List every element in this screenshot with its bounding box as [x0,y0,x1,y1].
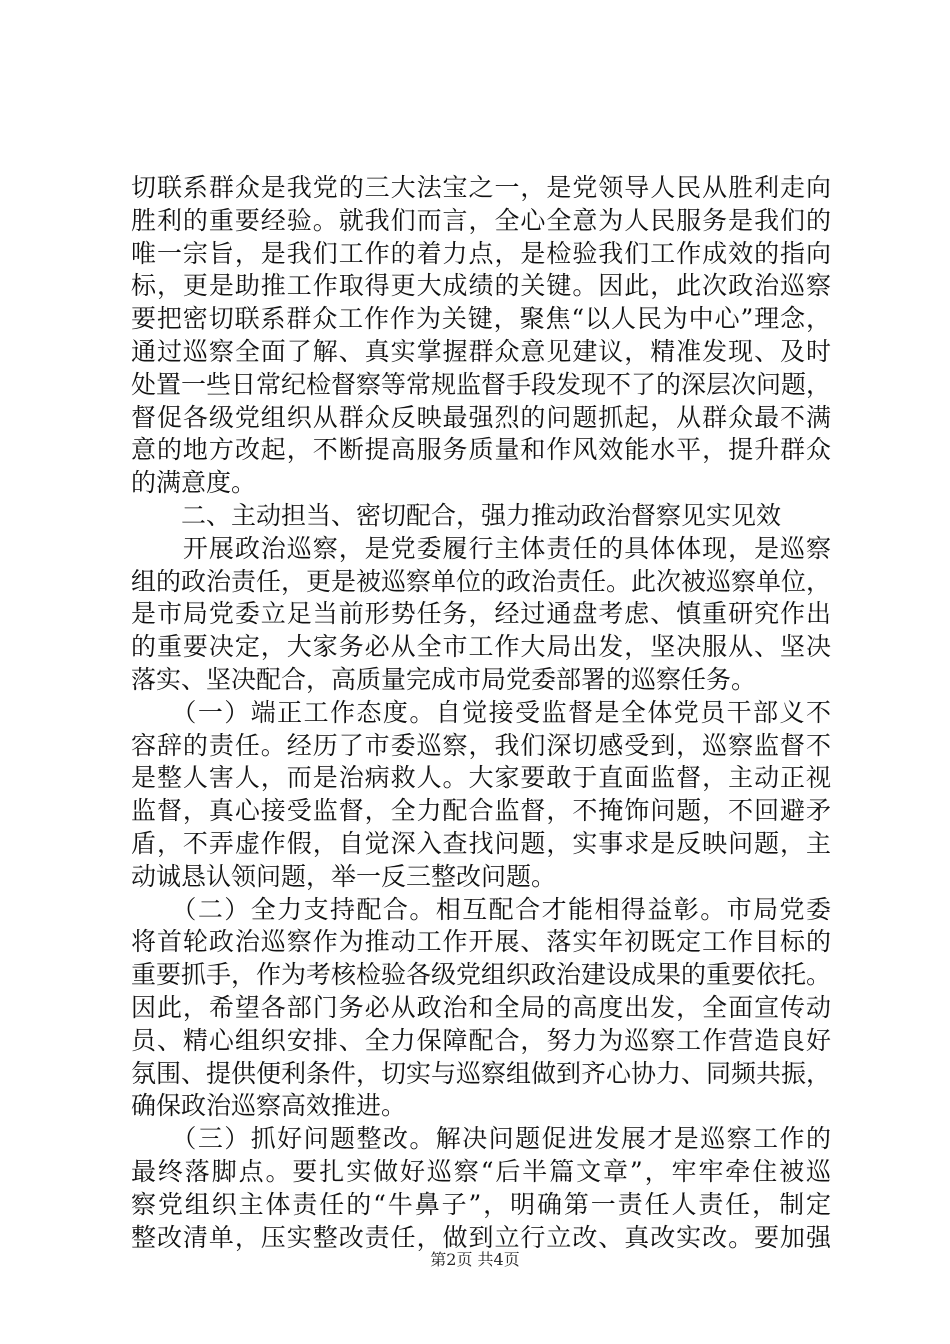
text-line: 确保政治巡察高效推进。 [131,1091,407,1121]
text-line: 切联系群众是我党的三大法宝之一，是党领导人民从胜利走向 [131,173,831,202]
text-line: 通过巡察全面了解、真实掌握群众意见建议，精准发现、及时 [131,336,831,366]
text-line: 将首轮政治巡察作为推动工作开展、落实年初既定工作目标的 [131,927,831,957]
text-line: 组的政治责任，更是被巡察单位的政治责任。此次被巡察单位， [131,566,831,596]
text-line: 落实、坚决配合，高质量完成市局党委部署的巡察任务。 [131,664,757,694]
text-line: 盾，不弄虚作假，自觉深入查找问题，实事求是反映问题，主 [131,828,831,858]
text-line: 的重要决定，大家务必从全市工作大局出发，坚决服从、坚决 [131,632,831,662]
text-line: 察党组织主体责任的“牛鼻子”，明确第一责任人责任，制定 [131,1189,831,1219]
text-line: 的满意度。 [131,468,257,498]
page-footer: 第2页 共4页 [430,1250,520,1269]
text-line: 重要抓手，作为考核检验各级党组织政治建设成果的重要依托。 [131,960,831,990]
text-line: （二）全力支持配合。相互配合才能相得益彰。市局党委 [131,894,831,924]
text-line: 二、主动担当、密切配合，强力推动政治督察见实见效 [131,500,782,530]
text-line: 员、精心组织安排、全力保障配合，努力为巡察工作营造良好 [131,1025,831,1055]
text-line: 是市局党委立足当前形势任务，经过通盘考虑、慎重研究作出 [131,599,831,629]
text-line: 要把密切联系群众工作作为关键，聚焦“以人民为中心”理念， [131,304,831,334]
text-line: 处置一些日常纪检督察等常规监督手段发现不了的深层次问题， [131,369,831,399]
body-text [131,172,831,1254]
text-line: 容辞的责任。经历了市委巡察，我们深切感受到，巡察监督不 [131,730,831,760]
text-line: （一）端正工作态度。自觉接受监督是全体党员干部义不 [131,697,831,727]
text-line: 因此，希望各部门务必从政治和全局的高度出发，全面宣传动 [131,992,831,1022]
text-line: 动诚恳认领问题，举一反三整改问题。 [131,861,557,891]
text-line: 标，更是助推工作取得更大成绩的关键。因此，此次政治巡察 [131,271,831,301]
text-line: 督促各级党组织从群众反映最强烈的问题抓起，从群众最不满 [131,402,831,432]
text-line: 胜利的重要经验。就我们而言，全心全意为人民服务是我们的 [131,205,831,235]
text-line: 监督，真心接受监督，全力配合监督，不掩饰问题，不回避矛 [131,796,831,826]
text-line: 整改清单，压实整改责任，做到立行立改、真改实改。要加强 [131,1222,831,1252]
text-line: （三）抓好问题整改。解决问题促进发展才是巡察工作的 [131,1124,831,1154]
text-line: 是整人害人，而是治病救人。大家要敢于直面监督，主动正视 [131,763,831,793]
text-line: 最终落脚点。要扎实做好巡察“后半篇文章”，牢牢牵住被巡 [131,1156,831,1186]
text-line: 开展政治巡察，是党委履行主体责任的具体体现，是巡察 [131,533,831,563]
text-line: 唯一宗旨，是我们工作的着力点，是检验我们工作成效的指向 [131,238,831,268]
text-line: 氛围、提供便利条件，切实与巡察组做到齐心协力、同频共振， [131,1058,831,1088]
text-line: 意的地方改起，不断提高服务质量和作风效能水平，提升群众 [131,435,831,465]
